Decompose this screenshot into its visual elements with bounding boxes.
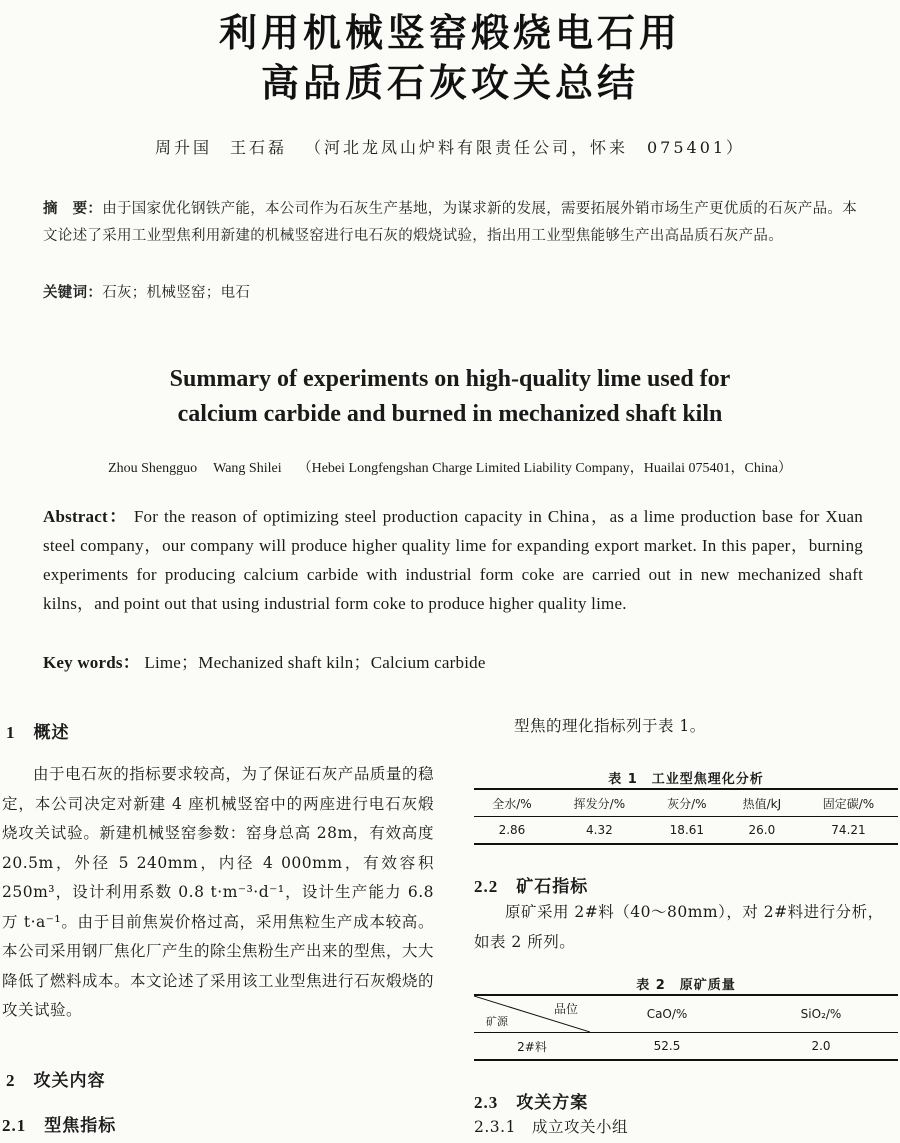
table2-cell: 2.0 [744,1033,898,1061]
section2-3-heading [474,1088,588,1113]
abstract-cn-label: 摘 要： [43,201,103,217]
table1-cell: 74.21 [799,817,898,845]
author1-en: Zhou Shengguo [108,461,198,476]
section2-3-1-heading [474,1113,628,1143]
section2-3-num: 2.3 [474,1093,499,1112]
section2-num: 2 [6,1071,16,1090]
abstract-en [43,502,863,618]
table1-cell: 4.32 [550,817,649,845]
table2-cell: 52.5 [590,1033,744,1061]
section2-1-num: 2.1 [2,1116,27,1135]
title-cn-line2: 高品质石灰攻关总结 [260,61,639,105]
section2-1-text: 型焦的理化指标列于表 1。 [514,717,706,735]
keywords-en-label: Key words： [43,653,140,672]
section2-3-1-num: 2.3.1 [474,1118,516,1136]
table1-cell: 18.61 [649,817,725,845]
section2-1-heading [2,1111,116,1136]
table2-header-cell: CaO/% [590,995,744,1033]
section1-heading [6,718,70,743]
section2-heading [6,1066,106,1091]
section1-title: 概述 [33,723,70,743]
table1-cell: 2.86 [474,817,550,845]
section2-3-1-title: 成立攻关小组 [531,1118,628,1136]
section2-1-title: 型焦指标 [44,1116,117,1136]
abstract-cn [43,196,863,250]
table2-header-cell: SiO₂/% [744,995,898,1033]
affiliation-cn: （河北龙凤山炉料有限责任公司，怀来 075401） [304,138,746,157]
author2-en: Wang Shilei [213,461,282,476]
keywords-cn-label: 关键词： [43,285,103,301]
abstract-en-text: For the reason of optimizing steel production capacity in China，as a lime production base for Xuan steel company，our company will produce higher quality lime for expanding export market. In this paper，burning experiments for producing calcium carbide with industrial form coke are carried out in new mechanized shaft kilns，and point out that using industrial form coke to produce higher quality lime. [43,507,864,613]
table2 [474,994,898,1061]
table1-cell: 26.0 [725,817,799,845]
table1-data-row [474,817,898,845]
section2-2-text: 原矿采用 2#料（40～80mm），对 2#料进行分析，如表 2 所列。 [474,903,884,951]
table1 [474,788,898,845]
section1-num: 1 [6,723,16,742]
abstract-cn-text: 由于国家优化钢铁产能，本公司作为石灰生产基地，为谋求新的发展，需要拓展外销市场生产更优质的石灰产品。本文论述了采用工业型焦利用新建的机械竖窑进行电石灰的煅烧试验，指出用工业型焦能够生产出高品质石灰产品。 [43,201,857,244]
table2-header-row [474,995,898,1033]
title-en-line1: Summary of experiments on high-quality lime used for [169,366,731,392]
section1-body [2,760,434,1026]
table2-corner-cell [474,995,590,1033]
table2-caption: 表 2 原矿质量 [636,978,736,993]
section2-2-heading [474,872,588,897]
table1-header-cell: 全水/% [474,789,550,817]
table1-header-cell: 灰分/% [649,789,725,817]
section2-title: 攻关内容 [33,1071,106,1091]
table2-row-label: 2#料 [474,1033,590,1061]
author2-cn: 王石磊 [229,138,287,157]
table2-data-row [474,1033,898,1061]
table1-caption: 表 1 工业型焦理化分析 [608,772,764,787]
table1-header-cell: 热值/kJ [725,789,799,817]
keywords-cn-text: 石灰；机械竖窑；电石 [102,285,251,301]
section2-3-title: 攻关方案 [516,1093,589,1113]
keywords-en [43,648,863,677]
table1-header-row [474,789,898,817]
table1-header-cell: 挥发分/% [550,789,649,817]
authors-en [0,457,900,477]
author1-cn: 周升国 [154,138,212,157]
section2-2-title: 矿石指标 [516,877,589,897]
table2-corner-top: 品位 [553,1002,578,1016]
section2-2-num: 2.2 [474,877,499,896]
authors-cn [0,135,900,158]
keywords-cn [43,280,863,307]
keywords-en-text: Lime；Mechanized shaft kiln；Calcium carbide [144,653,486,672]
title-cn-line1: 利用机械竖窑煅烧电石用 [218,11,681,55]
table1-header-cell: 固定碳/% [799,789,898,817]
abstract-en-label: Abstract： [43,507,128,526]
affiliation-en: （Hebei Longfengshan Charge Limited Liability Company，Huailai 075401，China） [297,461,792,476]
title-en-line2: calcium carbide and burned in mechanized shaft kiln [177,401,723,427]
table2-corner-bottom: 矿源 [486,1015,508,1028]
section1-paragraph: 由于电石灰的指标要求较高，为了保证石灰产品质量的稳定，本公司决定对新建 4 座机械竖窑中的两座进行电石灰煅烧攻关试验。新建机械竖窑参数：窑身总高 28m，有效高度 20.5m，外径 5 240mm，内径 4 000mm，有效容积 250m³，设计利用系数 0.8 t·m⁻³·d⁻¹，设计生产能力 6.8 万 t·a⁻¹。由于目前焦炭价格过高，采用焦粒生产成本较高。本公司采用钢厂焦化厂产生的除尘焦粉生产出来的型焦，大大降低了燃料成本。本文论述了采用该工业型焦进行石灰煅烧的攻关试验。 [2,765,435,1019]
